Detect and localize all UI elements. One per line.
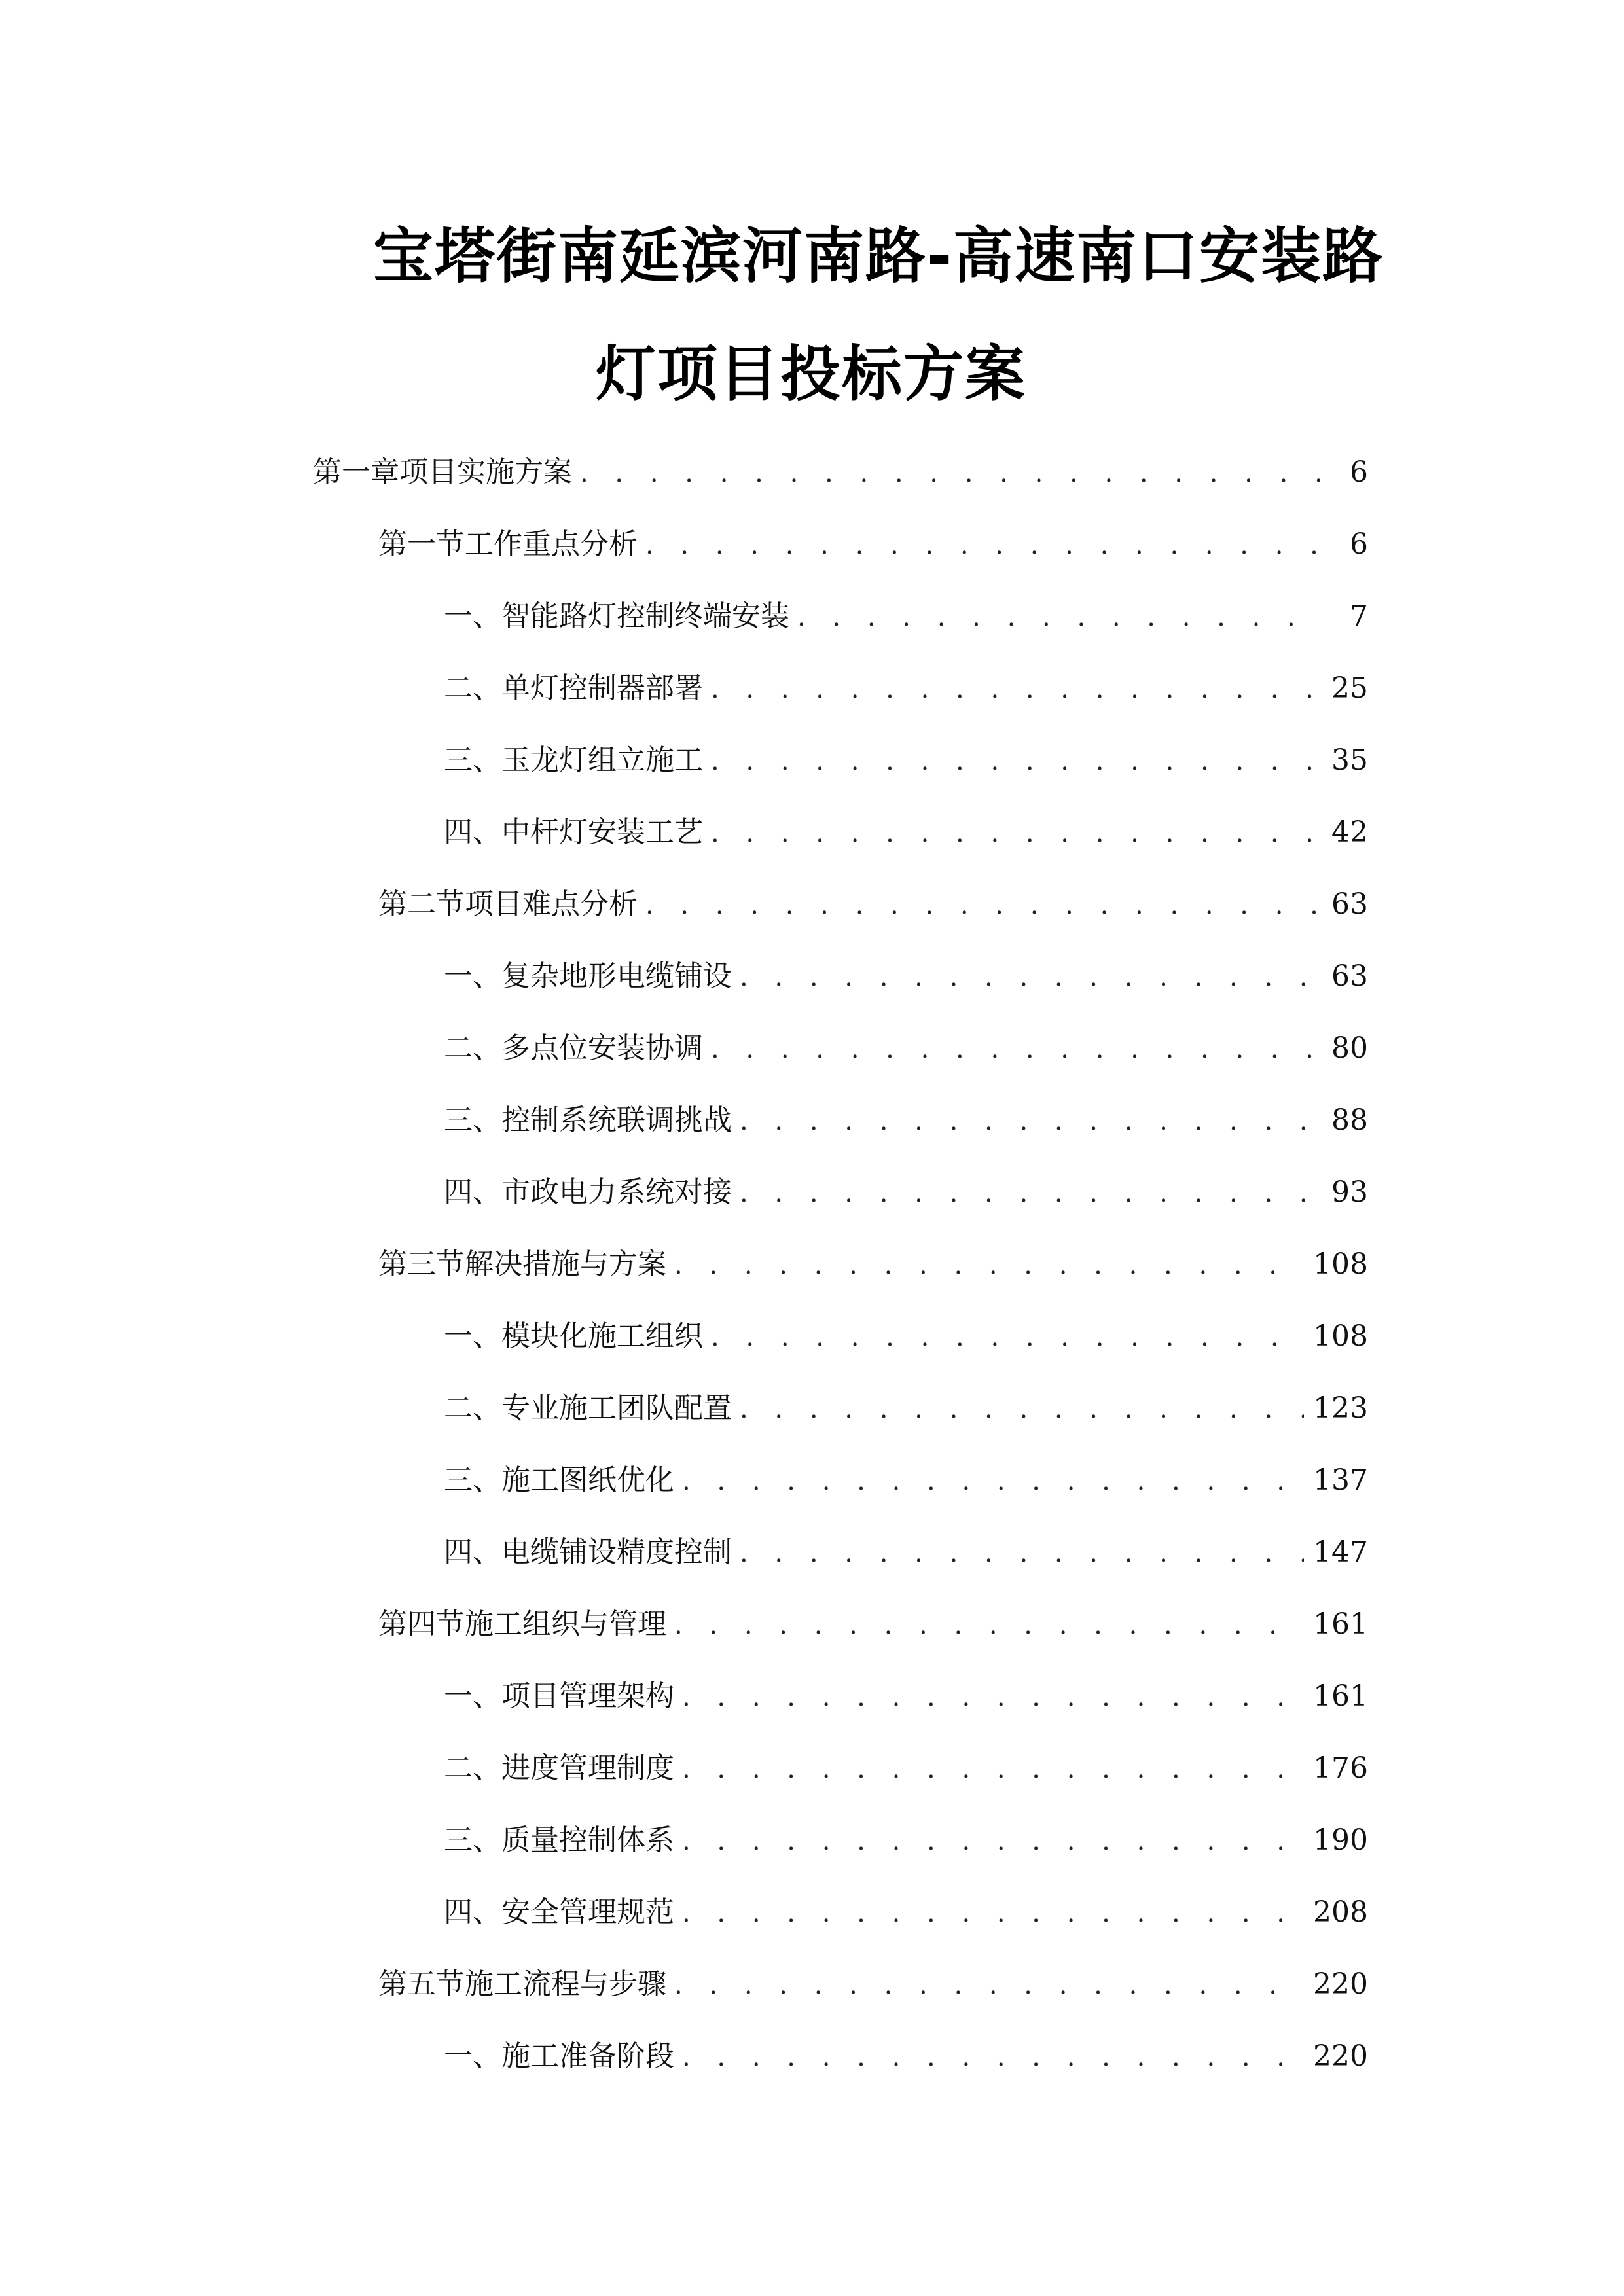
toc-entry-title: 市政电力系统对接 xyxy=(501,1175,732,1209)
toc-entry-number: 四、 xyxy=(444,1895,501,1929)
toc-entry[interactable] xyxy=(444,669,1368,708)
toc-entry-title: 多点位安装协调 xyxy=(501,1031,703,1065)
toc-dot-leader xyxy=(674,1246,1304,1285)
toc-entry[interactable] xyxy=(378,1245,1368,1284)
toc-entry-title: 单灯控制器部署 xyxy=(501,672,703,705)
toc-entry-title: 专业施工团队配置 xyxy=(501,1391,732,1425)
toc-entry-number: 三、 xyxy=(444,1463,501,1497)
toc-entry[interactable] xyxy=(378,525,1368,564)
toc-dot-leader xyxy=(711,670,1320,709)
toc-entry-page-number: 6 xyxy=(1350,456,1368,489)
toc-entry-title: 项目实施方案 xyxy=(399,456,572,489)
toc-entry-number: 二、 xyxy=(444,1391,501,1425)
toc-entry-number: 第五节 xyxy=(378,1967,465,2001)
toc-entry-number: 四、 xyxy=(444,1175,501,1209)
toc-entry-title: 施工准备阶段 xyxy=(501,2039,674,2073)
toc-entry-page-number: 147 xyxy=(1313,1535,1368,1569)
toc-entry[interactable] xyxy=(378,1965,1368,2004)
toc-entry-title: 施工流程与步骤 xyxy=(465,1967,666,2001)
toc-entry[interactable] xyxy=(378,885,1368,924)
toc-entry-number: 一、 xyxy=(444,960,501,993)
toc-entry-page-number: 161 xyxy=(1313,1607,1368,1641)
toc-dot-leader xyxy=(711,742,1320,781)
toc-entry[interactable] xyxy=(444,1173,1368,1212)
toc-dot-leader xyxy=(682,1749,1304,1789)
toc-entry-page-number: 161 xyxy=(1313,1679,1368,1713)
toc-entry-page-number: 35 xyxy=(1331,744,1368,777)
toc-entry-number: 二、 xyxy=(444,1031,501,1065)
toc-entry[interactable] xyxy=(444,1029,1368,1068)
toc-entry-number: 一、 xyxy=(444,600,501,633)
toc-entry-title: 模块化施工组织 xyxy=(501,1319,703,1353)
toc-entry-number: 一、 xyxy=(444,1679,501,1713)
toc-dot-leader xyxy=(740,1174,1320,1213)
toc-entry-page-number: 63 xyxy=(1331,960,1368,993)
toc-entry-title: 控制系统联调挑战 xyxy=(501,1103,732,1137)
toc-entry-page-number: 42 xyxy=(1331,816,1368,849)
toc-entry-page-number: 123 xyxy=(1313,1391,1368,1425)
toc-entry-page-number: 25 xyxy=(1331,672,1368,705)
toc-entry-number: 第三节 xyxy=(378,1247,465,1281)
toc-entry[interactable] xyxy=(444,1461,1368,1500)
toc-entry-page-number: 190 xyxy=(1313,1823,1368,1857)
toc-entry-number: 第四节 xyxy=(378,1607,465,1641)
toc-entry-page-number: 93 xyxy=(1331,1175,1368,1209)
toc-dot-leader xyxy=(711,814,1320,853)
toc-entry[interactable] xyxy=(444,1533,1368,1572)
toc-dot-leader xyxy=(682,1462,1304,1501)
toc-dot-leader xyxy=(711,1318,1304,1357)
toc-dot-leader xyxy=(740,1534,1304,1573)
toc-entry[interactable] xyxy=(444,1677,1368,1716)
toc-entry-page-number: 220 xyxy=(1313,2039,1368,2073)
toc-entry[interactable] xyxy=(444,741,1368,780)
toc-entry-number: 一、 xyxy=(444,1319,501,1353)
toc-dot-leader xyxy=(740,1102,1320,1141)
toc-dot-leader xyxy=(682,1893,1304,1933)
toc-dot-leader xyxy=(645,886,1320,925)
toc-dot-leader xyxy=(682,2037,1304,2077)
toc-entry-number: 二、 xyxy=(444,672,501,705)
toc-entry-number: 三、 xyxy=(444,1103,501,1137)
toc-entry-page-number: 137 xyxy=(1313,1463,1368,1497)
toc-entry-title: 项目管理架构 xyxy=(501,1679,674,1713)
toc-dot-leader xyxy=(740,958,1320,997)
toc-entry-title: 复杂地形电缆铺设 xyxy=(501,960,732,993)
toc-dot-leader xyxy=(740,1390,1304,1429)
toc-entry[interactable] xyxy=(444,1317,1368,1356)
toc-entry-title: 中杆灯安装工艺 xyxy=(501,816,703,849)
toc-dot-leader xyxy=(674,1965,1304,2005)
toc-entry[interactable] xyxy=(378,1605,1368,1644)
toc-entry-number: 第一章 xyxy=(313,456,399,489)
toc-entry-page-number: 208 xyxy=(1313,1895,1368,1929)
toc-dot-leader xyxy=(674,1605,1304,1645)
toc-entry-title: 安全管理规范 xyxy=(501,1895,674,1929)
toc-entry-title: 施工组织与管理 xyxy=(465,1607,666,1641)
toc-entry-page-number: 6 xyxy=(1350,528,1368,561)
toc-entry-number: 二、 xyxy=(444,1751,501,1785)
toc-entry-page-number: 108 xyxy=(1313,1247,1368,1281)
toc-entry-title: 进度管理制度 xyxy=(501,1751,674,1785)
toc-entry[interactable] xyxy=(313,453,1368,492)
toc-entry-page-number: 108 xyxy=(1313,1319,1368,1353)
toc-dot-leader xyxy=(682,1821,1304,1861)
toc-entry[interactable] xyxy=(444,597,1368,636)
toc-dot-leader xyxy=(711,1030,1320,1069)
toc-entry-title: 质量控制体系 xyxy=(501,1823,674,1857)
toc-entry[interactable] xyxy=(444,1389,1368,1428)
toc-dot-leader xyxy=(580,454,1320,493)
toc-entry-number: 三、 xyxy=(444,744,501,777)
toc-entry-title: 玉龙灯组立施工 xyxy=(501,744,703,777)
toc-entry-number: 一、 xyxy=(444,2039,501,2073)
toc-entry-title: 智能路灯控制终端安装 xyxy=(501,600,789,633)
toc-entry-number: 第一节 xyxy=(378,528,465,561)
toc-entry-title: 施工图纸优化 xyxy=(501,1463,674,1497)
document-title-line-1: 宝塔街南延滨河南路-高速南口安装路 xyxy=(373,221,1384,291)
toc-entry-number: 第二节 xyxy=(378,888,465,921)
toc-dot-leader xyxy=(797,598,1320,637)
toc-entry-number: 四、 xyxy=(444,1535,501,1569)
toc-entry[interactable] xyxy=(444,1893,1368,1932)
toc-entry-page-number: 63 xyxy=(1331,888,1368,921)
toc-entry-number: 三、 xyxy=(444,1823,501,1857)
document-title-line-2: 灯项目投标方案 xyxy=(596,339,1027,409)
toc-dot-leader xyxy=(645,526,1320,565)
toc-entry[interactable] xyxy=(444,1101,1368,1140)
toc-entry-title: 项目难点分析 xyxy=(465,888,638,921)
toc-entry-page-number: 80 xyxy=(1331,1031,1368,1065)
toc-entry[interactable] xyxy=(444,2037,1368,2076)
toc-entry[interactable] xyxy=(444,813,1368,852)
toc-entry-page-number: 7 xyxy=(1350,600,1368,633)
toc-entry-number: 四、 xyxy=(444,816,501,849)
toc-entry-page-number: 88 xyxy=(1331,1103,1368,1137)
toc-entry[interactable] xyxy=(444,957,1368,996)
toc-entry[interactable] xyxy=(444,1821,1368,1860)
toc-entry-title: 解决措施与方案 xyxy=(465,1247,666,1281)
toc-entry-page-number: 176 xyxy=(1313,1751,1368,1785)
toc-entry-title: 工作重点分析 xyxy=(465,528,638,561)
toc-entry-page-number: 220 xyxy=(1313,1967,1368,2001)
toc-entry-title: 电缆铺设精度控制 xyxy=(501,1535,732,1569)
toc-dot-leader xyxy=(682,1677,1304,1717)
toc-entry[interactable] xyxy=(444,1749,1368,1788)
